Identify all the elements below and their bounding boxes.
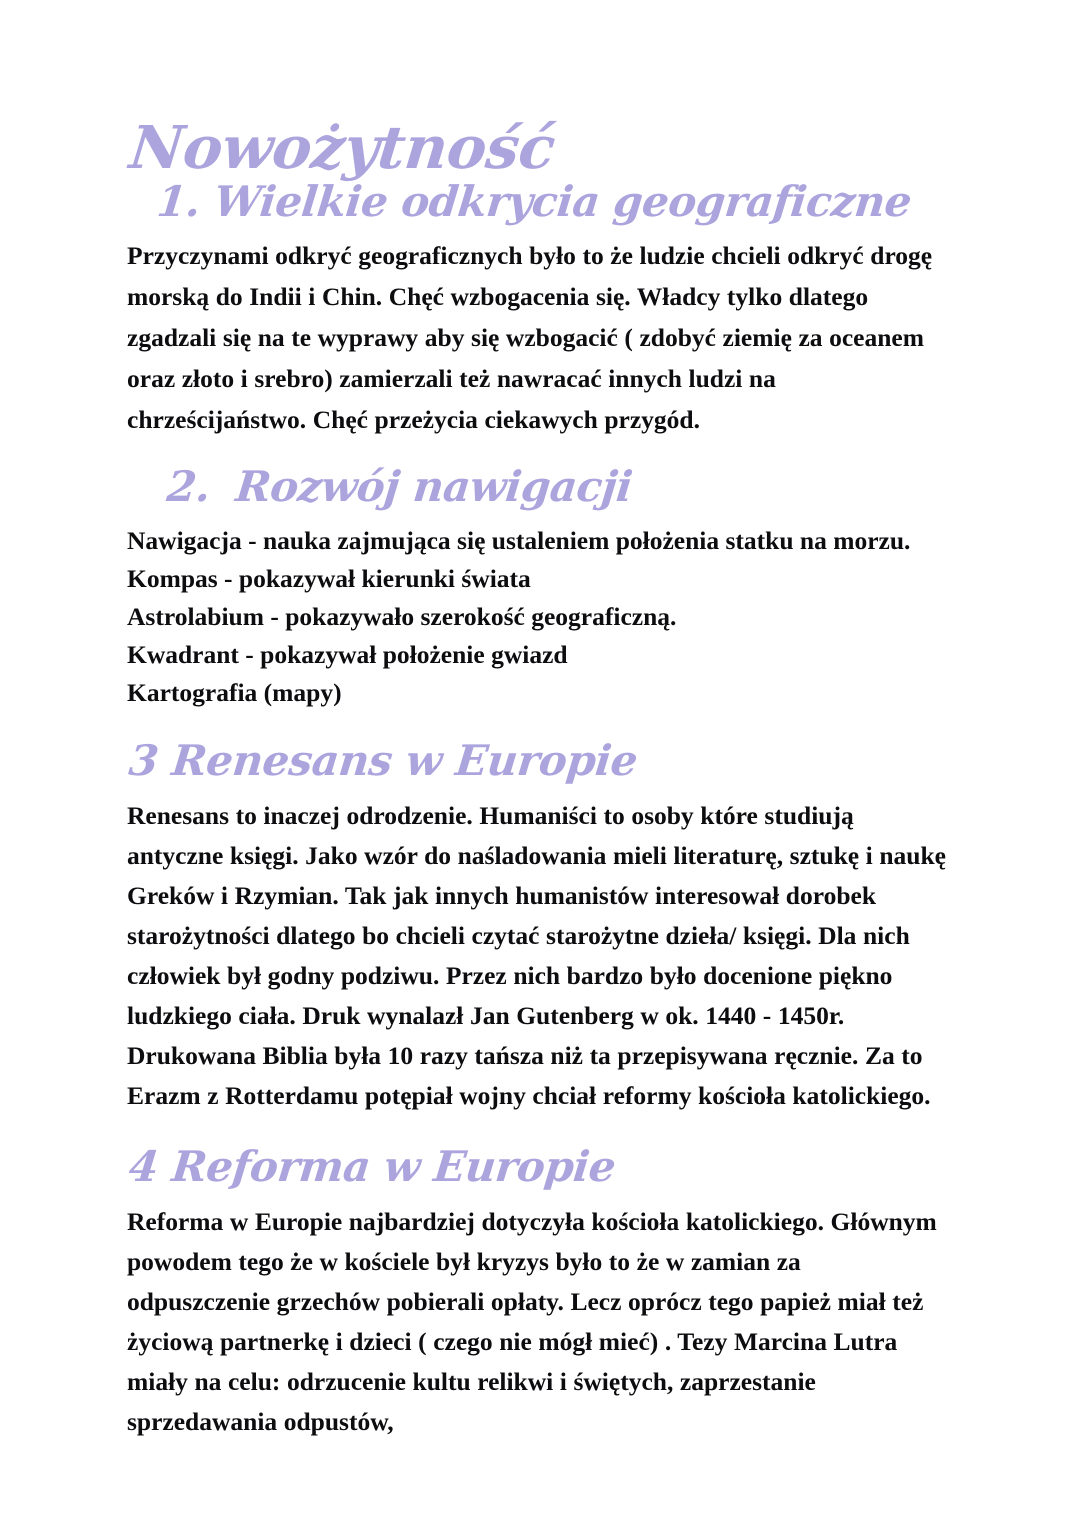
list-item: Kompas - pokazywał kierunki świata: [127, 564, 531, 593]
section-heading-2-text: Rozwój nawigacji: [233, 462, 635, 511]
document-content: [126, 113, 947, 1442]
list-item: Nawigacja - nauka zajmująca się ustaleniem położenia statku na morzu.: [127, 526, 911, 555]
section-heading-2: [164, 462, 951, 511]
list-item: Astrolabium - pokazywało szerokość geograficzną.: [127, 602, 677, 631]
section-paragraph-1: Przyczynami odkryć geograficznych było to że ludzie chcieli odkryć drogę morską do Indii i Chin. Chęć wzbogacenia się. Władcy tylko dlatego zgadzali się na te wyprawy aby się wzbogacić ( zdobyć ziemię za oceanem oraz złoto i srebro) zamierzali też nawracać innych ludzi na chrześcijaństwo. Chęć przeżycia ciekawych przygód.: [127, 241, 933, 434]
list-item: Kartografia (mapy): [127, 678, 342, 707]
list-item: Kwadrant - pokazywał położenie gwiazd: [127, 640, 568, 669]
section-paragraph-3: Renesans to inaczej odrodzenie. Humaniści to osoby które studiują antyczne księgi. Jako wzór do naśladowania mieli literaturę, sztukę i naukę Greków i Rzymian. Tak jak innych humanistów interesował dorobek starożytności dlatego bo chcieli czytać starożytne dzieła/ księgi. Dla nich człowiek był godny podziwu. Przez nich bardzo było docenione piękno ludzkiego ciała. Druk wynalazł Jan Gutenberg w ok. 1440 - 1450r. Drukowana Biblia była 10 razy tańsza niż ta przepisywana ręcznie. Za to Erazm z Rotterdamu potępiał wojny chciał reformy kościoła katolickiego.: [127, 801, 946, 1110]
section-heading-3: 3 Renesans w Europie: [126, 736, 640, 785]
section-heading-2-number: 2.: [164, 462, 213, 511]
section-heading-4: 4 Reforma w Europie: [126, 1142, 618, 1191]
section-paragraph-4: Reforma w Europie najbardziej dotyczyła kościoła katolickiego. Głównym powodem tego że w kościele był kryzys było to że w zamian za odpuszczenie grzechów pobierali opłaty. Lecz oprócz tego papież miał też życiową partnerkę i dzieci ( czego nie mógł mieć) . Tezy Marcina Lutra miały na celu: odrzucenie kultu relikwi i świętych, zaprzestanie sprzedawania odpustów,: [127, 1207, 937, 1436]
section-heading-1: 1. Wielkie odkrycia geograficzne: [154, 177, 914, 226]
document-title: Nowożytność: [126, 113, 559, 182]
navigation-definitions-list: [127, 522, 947, 712]
